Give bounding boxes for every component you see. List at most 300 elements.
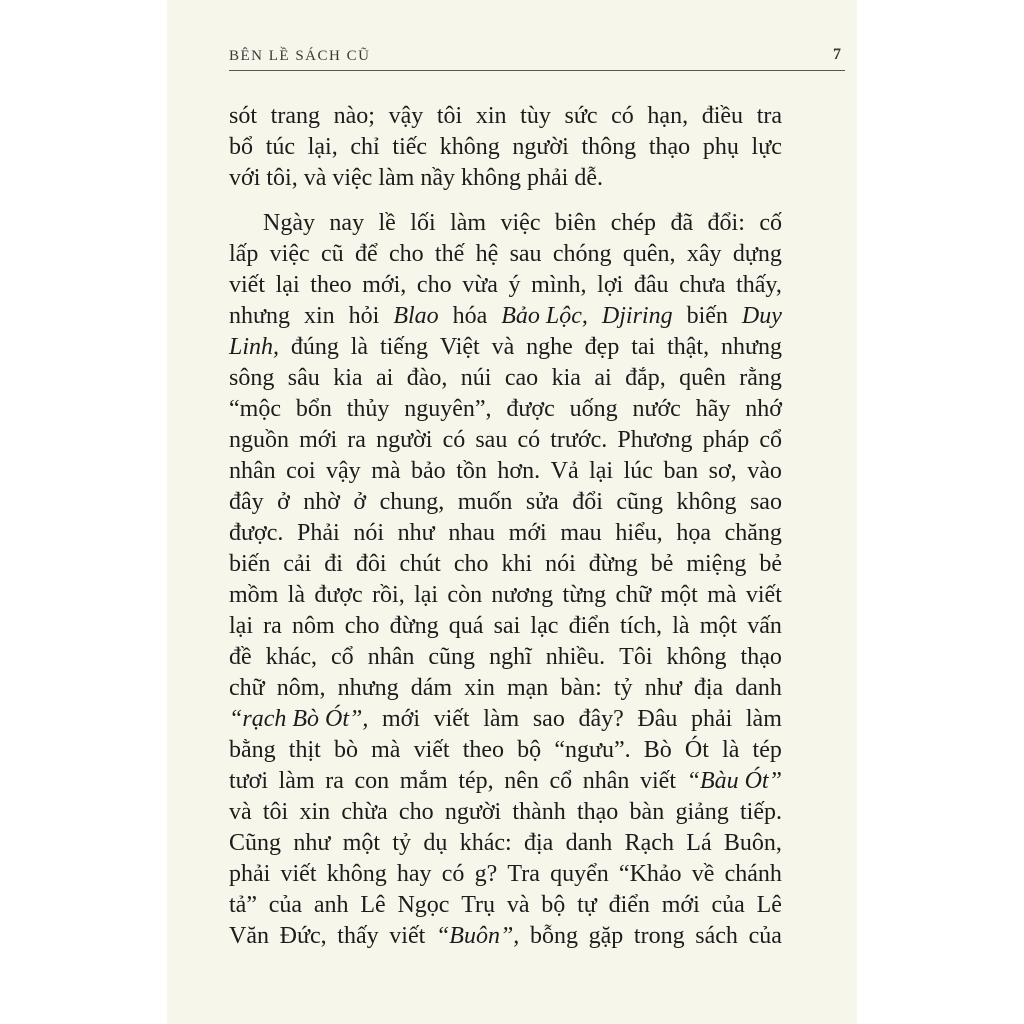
word: núi	[460, 365, 492, 391]
word: người	[512, 134, 569, 160]
word: hiểu,	[615, 520, 663, 546]
text-line	[229, 301, 782, 332]
text-line	[229, 163, 782, 194]
word: nên	[504, 768, 539, 794]
word: hãy	[695, 396, 731, 422]
word: theo	[462, 737, 505, 763]
word: Việt	[439, 334, 480, 360]
word: sâu	[287, 365, 320, 391]
word: để	[354, 241, 378, 267]
word: tích,	[620, 613, 663, 639]
word: nhau	[448, 520, 495, 546]
word: như	[293, 830, 331, 856]
word: lại	[229, 613, 253, 639]
word: bò	[333, 737, 358, 763]
word: Đức,	[279, 923, 327, 949]
word: coi	[286, 458, 316, 484]
word: nhờ	[303, 489, 340, 515]
word: hóa	[452, 303, 488, 329]
word: thông	[581, 134, 637, 160]
word: hay	[396, 861, 432, 887]
word: theo	[310, 272, 352, 298]
word: Rạch	[624, 830, 674, 856]
word: “ngưu”.	[554, 737, 631, 763]
word: cũng	[616, 489, 664, 515]
word: tôi	[436, 103, 463, 129]
word: tùy	[520, 103, 551, 129]
word: Ngọc	[397, 892, 450, 918]
word: đã	[670, 210, 694, 236]
word: tép	[752, 737, 782, 763]
word: chóng	[552, 241, 612, 267]
word: thật,	[667, 334, 710, 360]
word: không	[461, 165, 521, 191]
word: lối	[410, 210, 436, 236]
word: lạc	[530, 613, 559, 639]
word: sửa	[525, 489, 559, 515]
word: mới	[508, 520, 547, 546]
word: cố	[759, 210, 782, 236]
word: tép,	[458, 768, 494, 794]
word: Phương	[617, 427, 693, 453]
word: tồn	[456, 458, 487, 484]
word: đổi	[572, 489, 603, 515]
word: đổi:	[707, 210, 745, 236]
word: Lê	[756, 892, 782, 918]
word: là	[722, 737, 740, 763]
word: địa	[693, 675, 724, 701]
word: trang	[270, 103, 320, 129]
word: đúng	[290, 334, 339, 360]
word: vậy	[326, 458, 361, 484]
word: nhưng	[720, 334, 782, 360]
word: Lê	[360, 892, 386, 918]
word: cũng	[428, 644, 476, 670]
word: đào,	[406, 365, 448, 391]
word: làm	[745, 706, 782, 732]
page-number: 7	[833, 46, 841, 63]
word: thạo	[576, 799, 619, 825]
word: không	[439, 134, 500, 160]
word: “Buôn”,	[435, 923, 520, 949]
word: chép	[610, 210, 656, 236]
word: lại	[414, 582, 439, 608]
word: trong	[633, 923, 685, 949]
text-line	[229, 704, 782, 735]
word: Bảo Lộc,	[501, 303, 588, 329]
word: bộ	[517, 737, 542, 763]
word: không	[676, 489, 737, 515]
word: cho	[416, 272, 452, 298]
word: bàn:	[560, 675, 602, 701]
word: ở	[277, 489, 290, 515]
text-line	[229, 487, 782, 518]
word: xin	[299, 799, 331, 825]
word: trước.	[550, 427, 608, 453]
word: mới	[299, 427, 338, 453]
word: lề	[378, 210, 396, 236]
word: từng	[562, 582, 607, 608]
word: và	[229, 799, 252, 825]
word: đi	[324, 551, 343, 577]
word: nước	[632, 396, 681, 422]
text-line	[229, 611, 782, 642]
word: cổ	[549, 768, 573, 794]
word: của	[748, 923, 782, 949]
word: cổ	[759, 427, 782, 453]
word: dễ.	[574, 165, 603, 191]
word: như	[644, 675, 682, 701]
word: uống	[569, 396, 618, 422]
word: bảo	[411, 458, 446, 484]
word: có	[442, 427, 466, 453]
text-line	[229, 673, 782, 704]
word: chút	[399, 551, 441, 577]
word: mà	[371, 737, 401, 763]
word: sơ,	[708, 458, 737, 484]
word: khác:	[459, 830, 512, 856]
word: nhân	[582, 768, 630, 794]
word: cho	[344, 613, 380, 639]
word: nôm,	[276, 675, 326, 701]
word: sao	[749, 489, 782, 515]
word: viết	[640, 768, 676, 794]
word: chăng	[724, 520, 782, 546]
word: không	[326, 861, 387, 887]
word: viết	[413, 737, 450, 763]
word: ra	[347, 427, 366, 453]
word: nương	[491, 582, 554, 608]
word: chung,	[379, 489, 445, 515]
word: thịt	[288, 737, 321, 763]
word: hệ	[475, 241, 499, 267]
word: Tôi	[619, 644, 653, 670]
word: Linh,	[229, 334, 280, 360]
word: là	[350, 334, 369, 360]
word: nhưng	[229, 303, 291, 329]
word: họa	[676, 520, 711, 546]
word: bỗng	[529, 923, 578, 949]
word: thấy	[337, 923, 379, 949]
word: như	[397, 520, 435, 546]
word: mới	[661, 892, 700, 918]
word: tự	[577, 892, 597, 918]
word: hơn.	[497, 458, 541, 484]
word: còn	[447, 582, 483, 608]
word: nguồn	[229, 427, 289, 453]
word: xin	[464, 675, 495, 701]
word: đừng	[588, 551, 638, 577]
word: sót	[229, 103, 258, 129]
word: người	[376, 427, 433, 453]
word: có	[611, 103, 634, 129]
word: lực	[751, 134, 782, 160]
word: với	[229, 165, 261, 191]
word: nghĩ	[489, 644, 532, 670]
word: Đâu	[637, 706, 678, 732]
word: chánh	[724, 861, 782, 887]
word: thạo	[740, 644, 782, 670]
text-line	[229, 642, 782, 673]
word: bổn	[295, 396, 332, 422]
word: nôm	[291, 613, 335, 639]
word: Duy	[741, 303, 782, 329]
word: bàn	[629, 799, 665, 825]
word: vào	[747, 458, 782, 484]
word: lúc	[623, 458, 653, 484]
word: điều	[701, 103, 744, 129]
word: ra	[263, 613, 282, 639]
word: Ngày	[263, 210, 315, 236]
word: biến	[686, 303, 728, 329]
word: “Khảo	[618, 861, 682, 887]
word: mồm	[229, 582, 279, 608]
word: ở	[353, 489, 367, 515]
word: được	[314, 582, 363, 608]
text-line	[229, 549, 782, 580]
word: ai	[594, 365, 612, 391]
word: viết	[745, 582, 782, 608]
word: quên,	[622, 241, 676, 267]
word: bằng	[229, 737, 276, 763]
word: sau	[475, 427, 508, 453]
paragraph	[229, 208, 782, 952]
word: tôi,	[266, 165, 298, 191]
word: chừa	[341, 799, 388, 825]
word: một	[699, 613, 738, 639]
word: quyển	[550, 861, 609, 887]
text-line	[229, 270, 782, 301]
word: “Bàu Ót”	[686, 768, 782, 794]
word: việc	[332, 165, 373, 191]
word: phải	[690, 706, 733, 732]
word: đây?	[578, 706, 624, 732]
word: tôi	[262, 799, 289, 825]
word: Trụ	[461, 892, 496, 918]
word: tiếc	[392, 134, 428, 160]
word: nầy	[420, 165, 455, 191]
word: được	[506, 396, 555, 422]
word: chữ	[615, 582, 652, 608]
word: lại,	[307, 134, 338, 160]
word: là	[672, 613, 690, 639]
word: Lá	[686, 830, 712, 856]
word: ý	[508, 272, 521, 298]
word: tỷ	[613, 675, 633, 701]
word: cao	[504, 365, 539, 391]
word: cũ	[320, 241, 344, 267]
word: của	[711, 892, 745, 918]
word: nay	[329, 210, 365, 236]
text-line	[229, 394, 782, 425]
word: sức	[564, 103, 598, 129]
word: làm	[450, 210, 487, 236]
word: tai	[631, 334, 656, 360]
text-line	[229, 580, 782, 611]
word: ban	[663, 458, 699, 484]
word: danh	[735, 675, 782, 701]
text-line	[229, 735, 782, 766]
word: phụ	[702, 134, 739, 160]
word: xin	[304, 303, 335, 329]
book-page	[167, 0, 857, 1024]
word: hỏi	[348, 303, 380, 329]
word: mau	[560, 520, 602, 546]
word: một	[660, 582, 698, 608]
word: của	[268, 892, 303, 918]
word: sai	[493, 613, 521, 639]
word: mình,	[531, 272, 587, 298]
word: thấy,	[736, 272, 782, 298]
word: đẹp	[584, 334, 620, 360]
word: giảng	[675, 799, 729, 825]
word: Djiring	[601, 303, 673, 329]
word: Tra	[507, 861, 540, 887]
word: vậy	[388, 103, 424, 129]
word: nhiều.	[545, 644, 606, 670]
text-line	[229, 859, 782, 890]
word: thủy	[346, 396, 390, 422]
word: và	[303, 165, 327, 191]
word: cho	[388, 241, 424, 267]
word: bộ	[541, 892, 566, 918]
word: khi	[501, 551, 533, 577]
word: xây	[686, 241, 722, 267]
text-line	[229, 363, 782, 394]
word: Văn	[229, 923, 269, 949]
word: Ót	[684, 737, 709, 763]
word: mới	[381, 706, 420, 732]
word: chữ	[229, 675, 265, 701]
word: có	[441, 861, 465, 887]
word: tươi	[229, 768, 269, 794]
text-line	[229, 456, 782, 487]
word: tả”	[229, 892, 257, 918]
word: dụ	[423, 830, 448, 856]
paragraph	[229, 101, 782, 194]
word: khác,	[265, 644, 317, 670]
word: mắm	[399, 768, 448, 794]
word: nhân	[367, 644, 415, 670]
word: và	[506, 892, 530, 918]
word: quá	[448, 613, 484, 639]
word: vấn	[747, 613, 782, 639]
word: thế	[434, 241, 465, 267]
word: tra	[756, 103, 782, 129]
word: ra	[325, 768, 344, 794]
word: viết	[389, 923, 426, 949]
word: danh	[565, 830, 613, 856]
word: sau	[509, 241, 542, 267]
text-line	[229, 132, 782, 163]
text-line	[229, 797, 782, 828]
word: mà	[707, 582, 737, 608]
word: mới,	[362, 272, 407, 298]
word: được.	[229, 520, 284, 546]
word: chưa	[679, 272, 726, 298]
word: viết	[229, 272, 265, 298]
word: vừa	[462, 272, 498, 298]
text-line	[229, 766, 782, 797]
body-text	[229, 101, 782, 952]
word: biến	[229, 551, 271, 577]
word: đề	[229, 644, 252, 670]
word: dựng	[732, 241, 782, 267]
running-head	[229, 46, 845, 71]
word: nói	[353, 520, 385, 546]
word: rồi,	[372, 582, 405, 608]
word: muốn	[457, 489, 513, 515]
word: việc	[269, 241, 310, 267]
word: lại	[275, 272, 300, 298]
word: không	[666, 644, 727, 670]
word: đắp,	[625, 365, 666, 391]
word: về	[691, 861, 715, 887]
word: làm	[483, 706, 520, 732]
word: một	[342, 830, 381, 856]
word: nghe	[526, 334, 573, 360]
word: thạo	[648, 134, 691, 160]
text-line	[229, 332, 782, 363]
word: bổ	[229, 134, 253, 160]
word: cổ	[331, 644, 354, 670]
text-line	[229, 828, 782, 859]
word: “rạch Bò Ót”,	[229, 706, 369, 732]
word: lấp	[229, 241, 259, 267]
word: việc	[500, 210, 541, 236]
word: con	[354, 768, 390, 794]
word: làm	[378, 165, 415, 191]
word: Blao	[393, 303, 439, 329]
word: sách	[695, 923, 738, 949]
word: sao	[532, 706, 565, 732]
word: dám	[410, 675, 453, 701]
word: điển	[568, 613, 610, 639]
word: pháp	[702, 427, 750, 453]
word: làm	[278, 768, 315, 794]
word: đâu	[633, 272, 669, 298]
word: lợi	[597, 272, 624, 298]
word: viết	[433, 706, 470, 732]
word: Buôn,	[723, 830, 782, 856]
word: kia	[333, 365, 363, 391]
word: Vả	[550, 458, 579, 484]
word: bẻ	[650, 551, 674, 577]
word: g?	[474, 861, 498, 887]
word: điển	[608, 892, 650, 918]
running-title: BÊN LỀ SÁCH CŨ	[229, 48, 371, 64]
text-line	[229, 921, 782, 952]
word: Phải	[297, 520, 340, 546]
word: biên	[554, 210, 597, 236]
text-line	[229, 425, 782, 456]
word: cho	[453, 551, 489, 577]
word: cải	[283, 551, 312, 577]
word: miệng	[686, 551, 747, 577]
word: đây	[229, 489, 264, 515]
word: có	[517, 427, 541, 453]
word: cho	[398, 799, 434, 825]
word: viết	[280, 861, 317, 887]
word: Bò	[643, 737, 672, 763]
word: tiếng	[379, 334, 428, 360]
word: gặp	[588, 923, 624, 949]
word: nhớ	[745, 396, 782, 422]
word: sông	[229, 365, 275, 391]
text-line	[229, 518, 782, 549]
word: thành	[512, 799, 566, 825]
text-line	[229, 101, 782, 132]
